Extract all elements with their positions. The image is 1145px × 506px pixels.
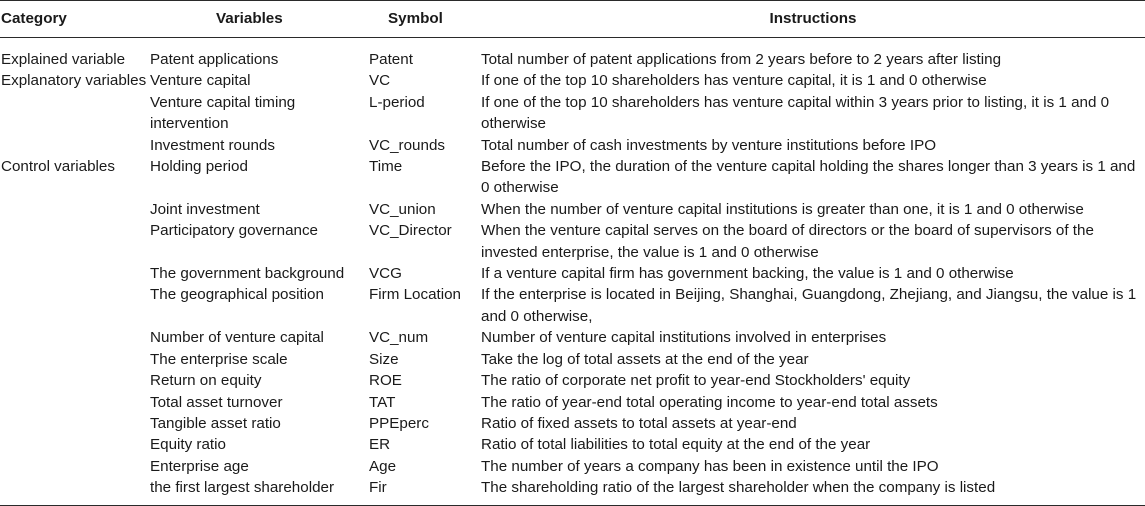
cell-variable: Venture capital xyxy=(150,72,251,90)
cell-instructions: Number of venture capital institutions involved in enterprises xyxy=(481,329,887,347)
table-row xyxy=(0,263,1145,284)
cell-category xyxy=(0,92,150,135)
cell-symbol: Size xyxy=(369,350,399,368)
cell-instructions: The ratio of year-end total operating income to year-end total assets xyxy=(481,393,938,411)
cell-symbol: Patent xyxy=(369,51,413,68)
cell-symbol: Time xyxy=(369,158,403,176)
cell-symbol: Firm Location xyxy=(369,286,462,304)
cell-variable: The government background xyxy=(150,265,345,283)
header-variables: Variables xyxy=(150,1,369,38)
cell-category xyxy=(0,327,150,348)
cell-category: Explained variable xyxy=(1,51,126,68)
cell-instructions: The number of years a company has been in existence until the IPO xyxy=(481,457,939,475)
table-row xyxy=(0,477,1145,505)
table-row xyxy=(0,370,1145,391)
cell-instructions: Take the log of total assets at the end of the year xyxy=(481,350,809,368)
cell-symbol: VC_Director xyxy=(369,222,452,240)
table-row xyxy=(0,327,1145,348)
cell-category: Explanatory variables xyxy=(1,72,147,90)
cell-variable: Enterprise age xyxy=(150,457,249,475)
header-row xyxy=(0,1,1145,38)
cell-instructions: When the number of venture capital institutions is greater than one, it is 1 and 0 otherwise xyxy=(481,200,1084,218)
cell-symbol: VC_union xyxy=(369,200,436,218)
table-row xyxy=(0,456,1145,477)
cell-category xyxy=(0,370,150,391)
cell-category xyxy=(0,135,150,156)
header-instructions: Instructions xyxy=(481,1,1145,38)
cell-category xyxy=(0,263,150,284)
table-row xyxy=(0,434,1145,455)
cell-instructions: The shareholding ratio of the largest shareholder when the company is listed xyxy=(481,477,1145,505)
table-row xyxy=(0,92,1145,135)
cell-variable: Holding period xyxy=(150,158,248,176)
table-row xyxy=(0,392,1145,413)
table-row xyxy=(0,220,1145,263)
cell-variable: Tangible asset ratio xyxy=(150,414,281,432)
cell-symbol: VC xyxy=(369,72,391,90)
cell-variable: Return on equity xyxy=(150,372,262,390)
table-row xyxy=(0,349,1145,370)
cell-category xyxy=(0,413,150,434)
cell-category xyxy=(0,220,150,263)
cell-instructions: If one of the top 10 shareholders has venture capital, it is 1 and 0 otherwise xyxy=(481,72,987,90)
cell-variable: Equity ratio xyxy=(150,436,226,454)
cell-symbol: L-period xyxy=(369,93,425,111)
cell-category xyxy=(0,349,150,370)
cell-symbol: VC_rounds xyxy=(369,136,445,154)
cell-instructions: If the enterprise is located in Beijing, Shanghai, Guangdong, Zhejiang, and Jiangsu, the value is 1 and 0 otherwise, xyxy=(481,286,1137,325)
cell-instructions: Before the IPO, the duration of the venture capital holding the shares longer than 3 years is 1 and 0 otherwise xyxy=(481,158,1136,197)
table-row xyxy=(0,156,1145,199)
cell-variable: the first largest shareholder xyxy=(150,477,369,505)
cell-category xyxy=(0,434,150,455)
cell-instructions: If a venture capital firm has government backing, the value is 1 and 0 otherwise xyxy=(481,265,1014,283)
cell-category xyxy=(0,477,150,505)
cell-variable: The geographical position xyxy=(150,286,324,304)
cell-category xyxy=(0,392,150,413)
table-row xyxy=(0,284,1145,327)
cell-instructions: When the venture capital serves on the board of directors or the board of supervisors of the invested enterprise, the value is 1 and 0 otherwise xyxy=(481,222,1094,261)
cell-variable: Investment rounds xyxy=(150,136,275,154)
cell-symbol: VC_num xyxy=(369,329,429,347)
cell-instructions: The ratio of corporate net profit to year-end Stockholders' equity xyxy=(481,372,911,390)
cell-category xyxy=(0,456,150,477)
header-category: Category xyxy=(0,1,150,38)
cell-symbol: Age xyxy=(369,457,397,475)
cell-instructions: Ratio of fixed assets to total assets at year-end xyxy=(481,414,797,432)
cell-variable: Joint investment xyxy=(150,200,260,218)
table-body xyxy=(0,38,1145,506)
cell-category xyxy=(0,284,150,327)
cell-instructions: If one of the top 10 shareholders has venture capital within 3 years prior to listing, it is 1 and 0 otherwise xyxy=(481,93,1110,133)
table-row xyxy=(0,199,1145,220)
table-row xyxy=(0,38,1145,71)
cell-variable: Venture capital timing intervention xyxy=(150,93,296,133)
header-symbol: Symbol xyxy=(369,1,481,38)
cell-symbol: TAT xyxy=(369,393,396,411)
cell-symbol: VCG xyxy=(369,265,402,283)
cell-symbol: PPEperc xyxy=(369,414,429,432)
table-row xyxy=(0,135,1145,156)
cell-variable: The enterprise scale xyxy=(150,350,288,368)
cell-symbol: Fir xyxy=(369,477,481,505)
cell-instructions: Ratio of total liabilities to total equity at the end of the year xyxy=(481,436,871,454)
cell-variable: Patent applications xyxy=(150,51,279,68)
cell-variable: Participatory governance xyxy=(150,222,318,240)
cell-instructions: Total number of patent applications from 2 years before to 2 years after listing xyxy=(481,51,1002,68)
cell-category xyxy=(0,199,150,220)
cell-symbol: ER xyxy=(369,436,391,454)
cell-instructions: Total number of cash investments by venture institutions before IPO xyxy=(481,136,937,154)
cell-category: Control variables xyxy=(1,158,115,176)
table-row xyxy=(0,70,1145,91)
cell-symbol: ROE xyxy=(369,372,402,390)
cell-variable: Total asset turnover xyxy=(150,393,283,411)
cell-variable: Number of venture capital xyxy=(150,329,324,347)
table-row xyxy=(0,413,1145,434)
